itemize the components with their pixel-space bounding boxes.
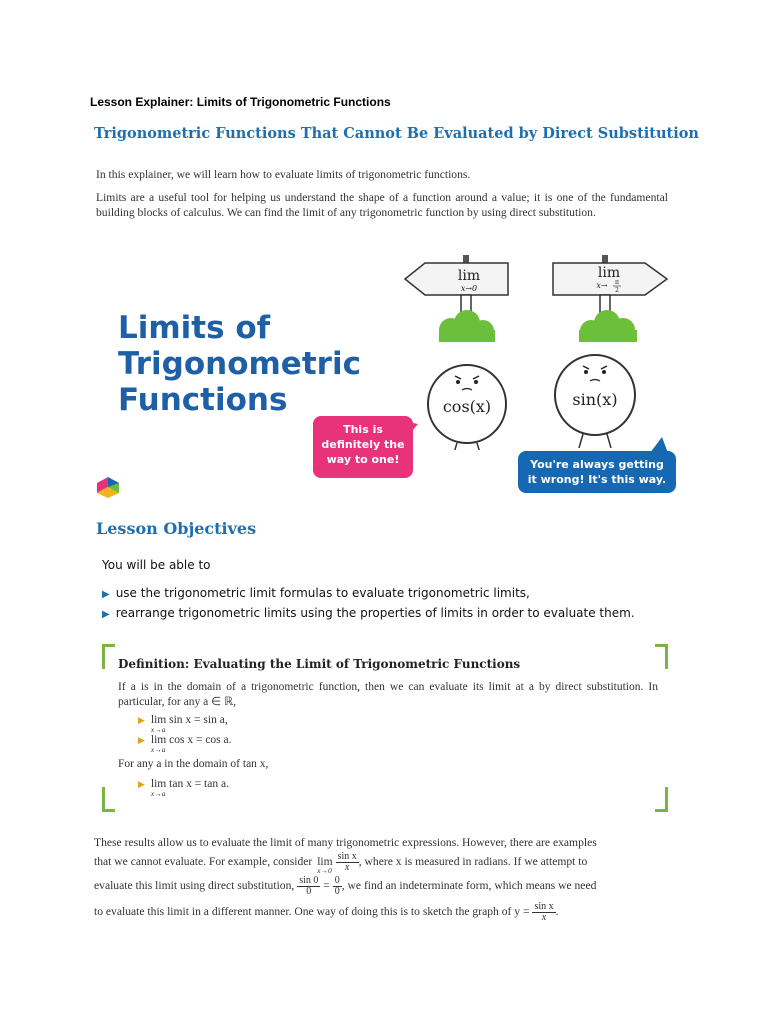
triangle-bullet-icon: ▶	[138, 715, 145, 725]
fraction	[336, 852, 359, 873]
bush-right-icon	[579, 310, 637, 342]
bush-left-icon	[439, 310, 495, 342]
sign-right-lim: lim	[597, 265, 621, 281]
intro-paragraph-1: In this explainer, we will learn how to evaluate limits of trigonometric functions.	[96, 168, 471, 181]
limit-expression: tan x = tan a.	[169, 778, 229, 790]
sign-left-arrow	[405, 263, 508, 295]
closing-line	[94, 851, 668, 876]
definition-title: Definition: Evaluating the Limit of Trigonometric Functions	[118, 657, 521, 671]
fraction-denominator: 0	[334, 886, 340, 897]
box-corner	[102, 787, 115, 812]
triangle-bullet-icon: ▶	[102, 609, 110, 620]
box-corner	[655, 644, 668, 669]
closing-text: , we find an indeterminate form, which means we need	[341, 879, 597, 893]
sign-right-frac-den: 2	[615, 287, 619, 294]
definition-bullet	[138, 778, 229, 798]
definition-text-2: For any a in the domain of tan x,	[118, 758, 269, 770]
signpost-top-right	[602, 255, 608, 263]
bubble-line: it wrong! It's this way.	[527, 473, 667, 486]
objective-text: use the trigonometric limit formulas to evaluate trigonometric limits,	[115, 586, 530, 600]
bubble-line: definitely the	[321, 438, 405, 451]
closing-line	[94, 876, 668, 897]
limit-expression: cos x = cos a.	[169, 734, 232, 746]
definition-text-1: If a is in the domain of a trigonometric function, then we can evaluate its limit at a by direct substitution. In particular, for any a ∈ ℝ,	[118, 681, 658, 708]
banner-title-line: Trigonometric	[118, 346, 361, 382]
sign-right-sub: x→	[596, 281, 608, 290]
triangle-bullet-icon: ▶	[138, 735, 145, 745]
lim-text: lim	[150, 778, 167, 790]
objective-item	[102, 586, 530, 600]
bubble-line: way to one!	[326, 453, 400, 466]
box-corner	[102, 644, 115, 669]
fraction-denominator: x	[541, 912, 547, 923]
limit-expression: sin x = sin a,	[169, 714, 228, 726]
sign-left-lim: lim	[457, 268, 481, 284]
banner-title-line: Limits of	[118, 310, 271, 346]
closing-text: evaluate this limit using direct substitution,	[94, 879, 295, 893]
fraction-denominator: 0	[306, 886, 312, 897]
sign-left-sub: x→0	[460, 284, 478, 293]
fraction-numerator: 0	[334, 875, 340, 886]
bubble-line: You're always getting	[530, 458, 664, 471]
fraction-numerator: sin x	[534, 901, 554, 912]
intro-paragraph-2: Limits are a useful tool for helping us understand the shape of a function around a value; it is one of the fundamental building blocks of calculus. We can find the limit of any trigonometric function by using direct substitution.	[96, 191, 668, 219]
fraction-denominator: x	[344, 862, 350, 873]
fraction	[333, 876, 342, 897]
definition-bullet	[138, 714, 228, 734]
nagwa-logo-icon	[95, 475, 121, 499]
signpost-top-left	[463, 255, 469, 263]
equals-sign: =	[323, 879, 330, 893]
fraction	[297, 876, 320, 897]
lim-text: lim	[317, 855, 333, 869]
triangle-bullet-icon: ▶	[102, 589, 110, 600]
box-corner	[655, 787, 668, 812]
closing-text: to evaluate this limit in a different manner. One way of doing this is to sketch the graph of y =	[94, 905, 530, 919]
lim-subscript: x→a	[150, 789, 166, 798]
banner-illustration	[395, 250, 685, 450]
document-title: Lesson Explainer: Limits of Trigonometric Functions	[90, 95, 391, 109]
lim-subscript: x→0	[317, 866, 332, 876]
objective-item	[102, 606, 635, 620]
char-left-label: cos(x)	[442, 397, 492, 416]
lim-text: lim	[150, 714, 167, 726]
bubble-blue-tail	[650, 437, 672, 455]
closing-text: that we cannot evaluate. For example, consider	[94, 855, 313, 869]
section-title: Trigonometric Functions That Cannot Be Evaluated by Direct Substitution	[94, 125, 699, 142]
objectives-intro: You will be able to	[102, 558, 211, 572]
triangle-bullet-icon: ▶	[138, 779, 145, 789]
lim-subscript: x→a	[150, 725, 166, 734]
closing-text: , where x is measured in radians. If we attempt to	[358, 855, 588, 869]
closing-text: .	[555, 905, 559, 919]
objective-text: rearrange trigonometric limits using the properties of limits in order to evaluate them.	[115, 606, 635, 620]
objectives-heading: Lesson Objectives	[96, 519, 257, 538]
banner-title	[118, 310, 361, 418]
fraction-numerator: sin 0	[299, 875, 319, 886]
closing-line	[94, 902, 668, 923]
bubble-pink-tail	[398, 420, 420, 440]
closing-line: These results allow us to evaluate the limit of many trigonometric expressions. However, there are examples	[94, 836, 597, 849]
lim-subscript: x→a	[150, 745, 166, 754]
speech-bubble-blue	[518, 451, 676, 493]
bubble-line: This is	[343, 423, 383, 436]
banner-title-line: Functions	[118, 382, 288, 418]
definition-bullet	[138, 734, 232, 754]
fraction	[532, 902, 555, 923]
fraction-numerator: sin x	[337, 851, 357, 862]
sign-right-frac-num: π	[615, 279, 619, 286]
char-right-label: sin(x)	[572, 390, 618, 409]
lim-text: lim	[150, 734, 167, 746]
